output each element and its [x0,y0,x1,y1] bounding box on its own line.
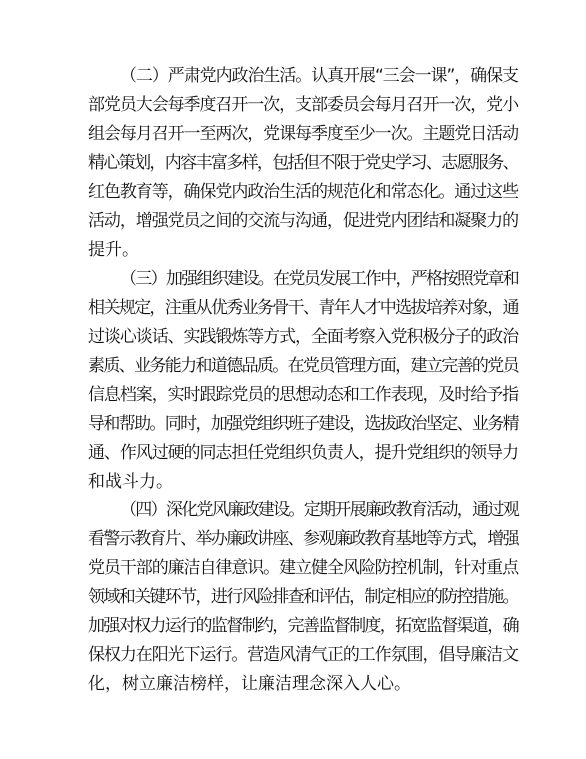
paragraph-line: 红色教育等，确保党内政治生活的规范化和常态化。通过这些 [88,182,519,202]
paragraph-line: 部党员大会每季度召开一次，支部委员会每月召开一次，党小 [88,95,519,115]
paragraph-line: 化，树立廉洁榜样，让廉洁理念深入人心。 [88,674,411,694]
paragraph-line: 组会每月召开一至两次，党课每季度至少一次。主题党日活动 [88,124,519,144]
section-clean-governance [88,496,518,699]
paragraph-line: 通、作风过硬的同志担任党组织负责人，提升党组织的领导力 [88,443,519,463]
paragraph-line: 看警示教育片、举办廉政讲座、参观廉政教育基地等方式，增强 [88,529,518,549]
paragraph-line: 信息档案，实时跟踪党员的思想动态和工作表现，及时给予指 [88,385,519,405]
paragraph-line: 精心策划，内容丰富多样，包括但不限于党史学习、志愿服务、 [88,153,518,173]
paragraph-line: 素质、业务能力和道德品质。在党员管理方面，建立完善的党员 [88,356,518,376]
section-organization-building [88,265,518,497]
paragraph-line: 过谈心谈话、实践锻炼等方式，全面考察入党积极分子的政治 [88,327,519,347]
paragraph-line: （三）加强组织建设。在党员发展工作中，严格按照党章和 [120,269,519,289]
paragraph-line: 相关规定，注重从优秀业务骨干、青年人才中选拔培养对象，通 [88,298,518,318]
paragraph-line: 和战斗力。 [88,472,173,492]
paragraph-line: 领域和关键环节，进行风险排查和评估，制定相应的防控措施。 [88,587,518,607]
paragraph-line: 提升。 [88,240,139,260]
paragraph-line: 导和帮助。同时，加强党组织班子建设，选拔政治坚定、业务精 [88,414,518,434]
paragraph-line: （四）深化党风廉政建设。定期开展廉政教育活动，通过观 [120,500,519,520]
paragraph-line: 加强对权力运行的监督制约，完善监督制度，拓宽监督渠道，确 [88,616,518,636]
paragraph-line: 党员干部的廉洁自律意识。建立健全风险防控机制，针对重点 [88,558,519,578]
paragraph-line: 活动，增强党员之间的交流与沟通，促进党内团结和凝聚力的 [88,211,519,231]
paragraph-line: 保权力在阳光下运行。营造风清气正的工作氛围，倡导廉洁文 [88,645,519,665]
paragraph-line: （二）严肃党内政治生活。认真开展“三会一课”，确保支 [120,66,518,86]
section-strict-political-life [88,62,518,265]
